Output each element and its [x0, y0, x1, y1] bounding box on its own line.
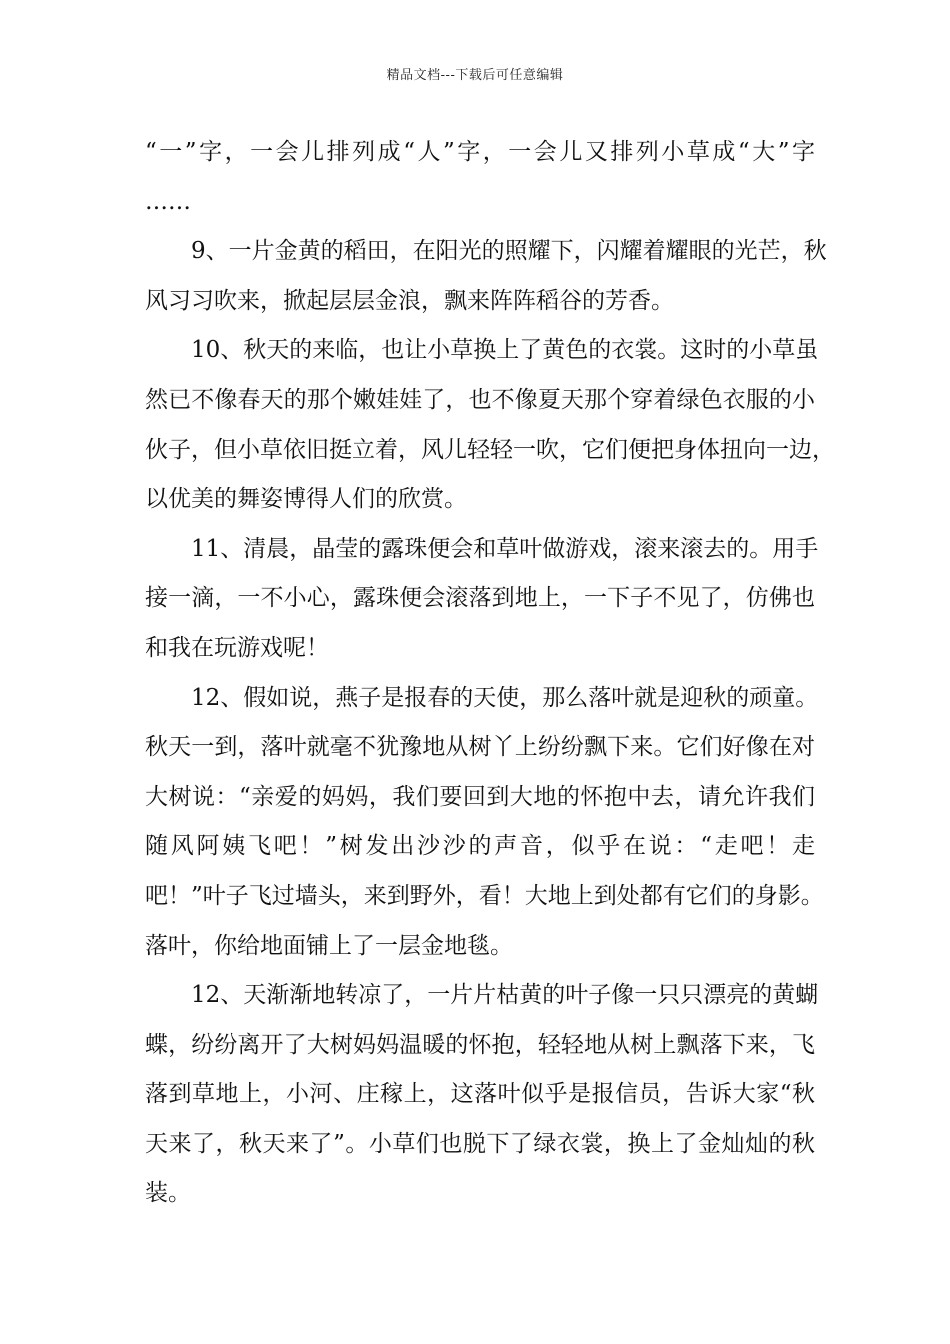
paragraph-item-11 — [145, 525, 819, 674]
text-line: 秋天一到，落叶就毫不犹豫地从树丫上纷纷飘下来。它们好像在对 — [145, 734, 815, 761]
text-line: 12、天渐渐地转凉了，一片片枯黄的叶子像一只只漂亮的黄蝴 — [191, 982, 819, 1009]
text-line: 大树说：“亲爱的妈妈，我们要回到大地的怀抱中去，请允许我们 — [145, 783, 815, 810]
paragraph-item-12b — [145, 971, 819, 1219]
page-header: 精品文档---下载后可任意编辑 — [386, 68, 564, 83]
paragraph-item-10 — [145, 326, 835, 524]
text-line: 接一滴，一不小心，露珠便会滚落到地上，一下子不见了，仿佛也 — [145, 585, 815, 612]
text-line: 10、秋天的来临，也让小草换上了黄色的衣裳。这时的小草虽 — [191, 337, 819, 364]
text-line: “一”字，一会儿排列成“人”字，一会儿又排列小草成“大”字 — [145, 139, 815, 165]
text-line: 11、清晨，晶莹的露珠便会和草叶做游戏，滚来滚去的。用手 — [191, 535, 819, 562]
text-line: 吧！”叶子飞过墙头，来到野外，看！大地上到处都有它们的身影。 — [145, 882, 824, 909]
paragraph-continuation — [145, 128, 815, 227]
text-line: 装。 — [145, 1180, 191, 1207]
document-body — [145, 128, 835, 1219]
text-line: 12、假如说，燕子是报春的天使，那么落叶就是迎秋的顽童。 — [191, 684, 819, 711]
text-line: 然已不像春天的那个嫩娃娃了，也不像夏天那个穿着绿色衣服的小 — [145, 386, 815, 413]
text-line: 随风阿姨飞吧！”树发出沙沙的声音，似乎在说：“走吧！走 — [145, 833, 815, 860]
text-line: 落到草地上，小河、庄稼上，这落叶似乎是报信员，告诉大家“秋 — [145, 1081, 815, 1108]
text-line: 伙子，但小草依旧挺立着，风儿轻轻一吹，它们便把身体扭向一边， — [145, 436, 835, 463]
paragraph-item-9 — [145, 227, 827, 326]
text-line: …… — [145, 188, 191, 215]
text-line: 落叶，你给地面铺上了一层金地毯。 — [145, 932, 513, 959]
text-line: 天来了，秋天来了”。小草们也脱下了绿衣裳，换上了金灿灿的秋 — [145, 1130, 815, 1157]
text-line: 风习习吹来，掀起层层金浪，飘来阵阵稻谷的芳香。 — [145, 287, 674, 314]
text-line: 和我在玩游戏呢！ — [145, 634, 329, 661]
paragraph-item-12a — [145, 674, 824, 972]
text-line: 9、一片金黄的稻田，在阳光的照耀下，闪耀着耀眼的光芒，秋 — [191, 238, 827, 265]
text-line: 蝶，纷纷离开了大树妈妈温暖的怀抱，轻轻地从树上飘落下来，飞 — [145, 1031, 815, 1058]
text-line: 以优美的舞姿博得人们的欣赏。 — [145, 486, 467, 513]
